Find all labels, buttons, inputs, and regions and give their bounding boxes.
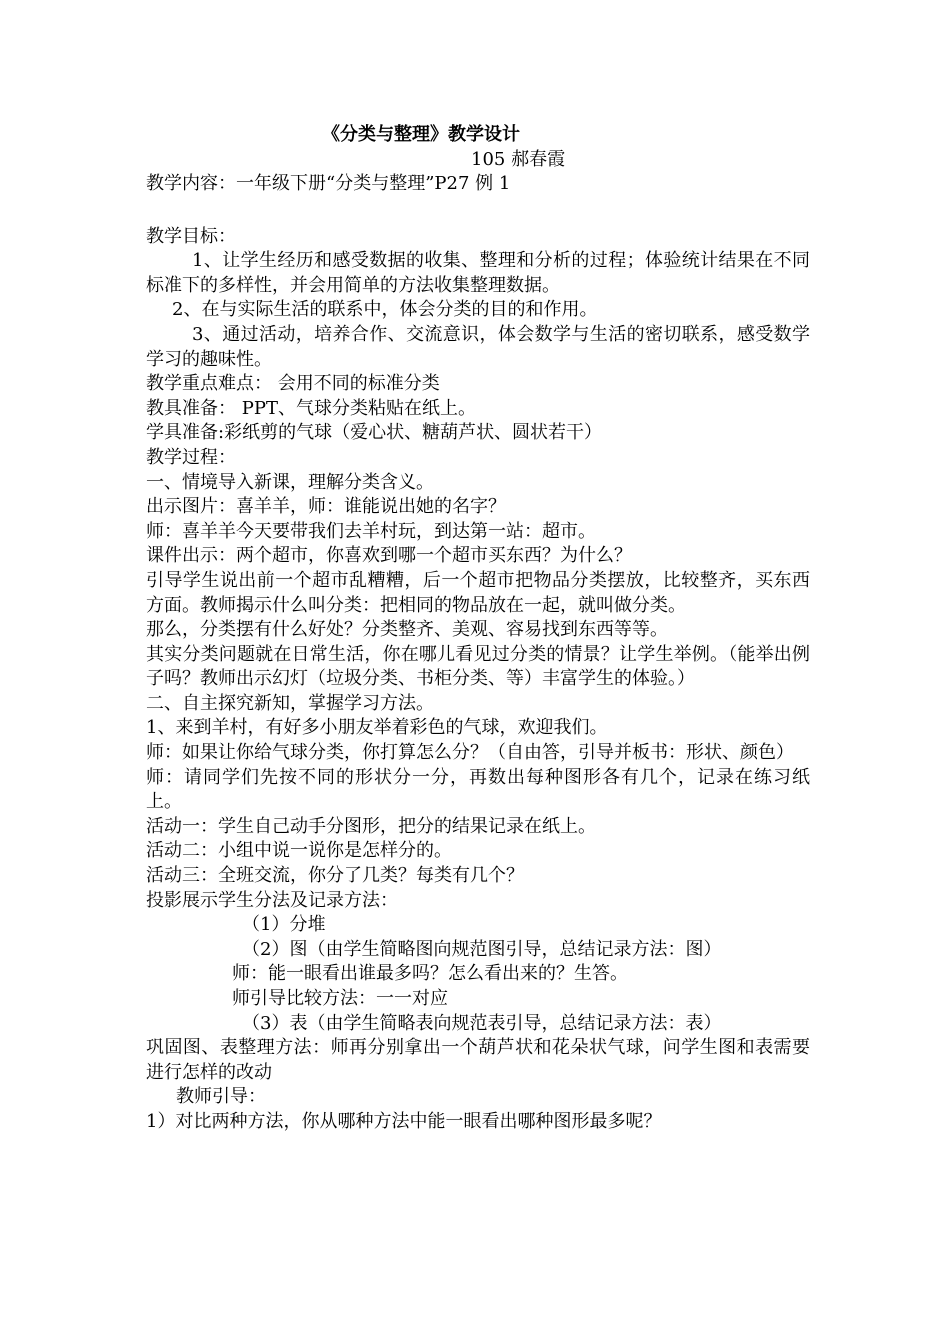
section-2-paragraph-2: 师：请同学们先按不同的形状分一分，再数出每种图形各有几个，记录在练习纸上。 [146,766,810,813]
section-heading-1: 一、情境导入新课，理解分类含义。 [146,471,434,493]
consolidate-paragraph: 巩固图、表整理方法：师再分别拿出一个葫芦状和花朵状气球，问学生图和表需要进行怎样的改动 [146,1037,810,1083]
teacher-question: 师：能一眼看出谁最多吗？怎么看出来的？生答。 [232,963,628,985]
section-1-line-1: 出示图片：喜羊羊，师：谁能说出她的名字？ [146,496,506,518]
method-2: （2）图（由学生简略图向规范图引导，总结记录方法：图） [242,938,722,960]
activity-2: 活动二：小组中说一说你是怎样分的。 [146,840,452,862]
document-title: 《分类与整理》教学设计 [322,124,520,145]
method-1: （1）分堆 [242,914,326,936]
goal-item-3: 3、通过活动，培养合作、交流意识，体会数学与生活的密切联系，感受数学学习的趣味性。 [146,323,810,370]
section-1-line-4: 那么，分类摆有什么好处？分类整齐、美观、容易找到东西等等。 [146,619,668,641]
key-points: 教学重点难点： 会用不同的标准分类 [146,373,440,395]
activity-1: 活动一：学生自己动手分图形，把分的结果记录在纸上。 [146,815,596,837]
teacher-preparation: 教具准备： PPT、气球分类粘贴在纸上。 [146,397,476,419]
blank-line [146,197,810,225]
teacher-guide: 教师引导： [176,1086,266,1108]
method-3: （3）表（由学生简略表向规范表引导，总结记录方法：表） [242,1012,722,1034]
section-1-line-2: 师：喜羊羊今天要带我们去羊村玩，到达第一站：超市。 [146,520,596,542]
document-page [146,122,810,1135]
goal-item-1: 1、让学生经历和感受数据的收集、整理和分析的过程；体验统计结果在不同标准下的多样性，并会用简单的方法收集整理数据。 [146,250,810,296]
section-heading-2: 二、自主探究新知，掌握学习方法。 [146,692,434,714]
teaching-content: 教学内容：一年级下册“分类与整理”P27 例 1 [146,173,511,194]
teacher-compare: 师引导比较方法：一一对应 [232,988,448,1009]
goal-item-2: 2、在与实际生活的联系中，体会分类的目的和作用。 [172,299,598,321]
section-1-line-3: 课件出示：两个超市，你喜欢到哪一个超市买东西？为什么？ [146,545,632,567]
section-1-paragraph-2: 其实分类问题就在日常生活，你在哪儿看见过分类的情景？让学生举例。（能举出例子吗？教师出示幻灯（垃圾分类、书柜分类、等）丰富学生的体验。） [146,643,810,690]
section-2-paragraph-1: 师：如果让你给气球分类，你打算怎么分？（自由答，引导并板书：形状、颜色） [146,742,794,764]
goals-heading: 教学目标： [146,225,236,247]
projection-line: 投影展示学生分法及记录方法： [146,889,398,911]
process-heading: 教学过程： [146,446,236,468]
section-1-paragraph-1: 引导学生说出前一个超市乱糟糟，后一个超市把物品分类摆放，比较整齐，买东西方面。教师揭示什么叫分类：把相同的物品放在一起，就叫做分类。 [146,569,810,616]
question-1: 1）对比两种方法，你从哪种方法中能一眼看出哪种图形最多呢？ [146,1110,662,1132]
document-author: 105 郝春霞 [471,149,566,170]
student-preparation: 学具准备:彩纸剪的气球（爱心状、糖葫芦状、圆状若干） [146,422,603,444]
section-2-line-1: 1、来到羊村，有好多小朋友举着彩色的气球，欢迎我们。 [146,717,608,739]
activity-3: 活动三：全班交流，你分了几类？每类有几个？ [146,865,524,887]
